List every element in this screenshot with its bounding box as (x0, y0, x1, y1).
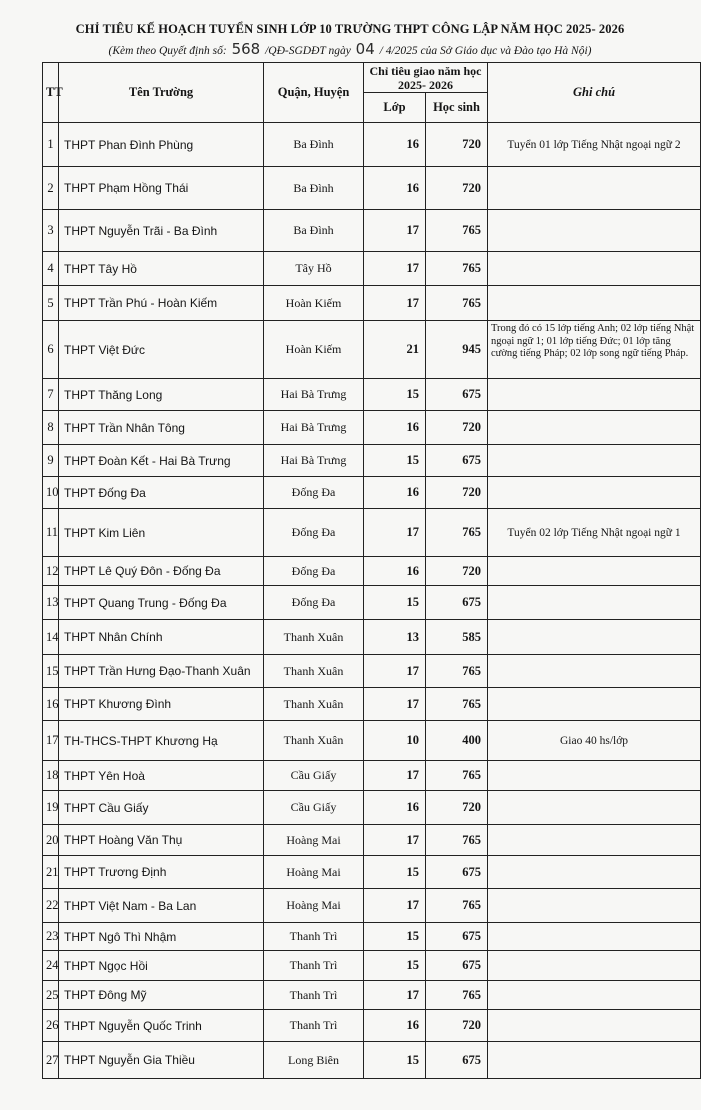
district-name: Thanh Trì (264, 981, 364, 1010)
student-count: 585 (426, 620, 488, 655)
class-count: 17 (364, 688, 426, 721)
header-district: Quận, Huyện (264, 63, 364, 123)
row-number: 13 (43, 586, 59, 620)
school-name: THPT Trần Hưng Đạo-Thanh Xuân (59, 655, 264, 688)
district-name: Hai Bà Trưng (264, 411, 364, 445)
row-note (488, 445, 701, 477)
row-note (488, 167, 701, 210)
district-name: Thanh Trì (264, 923, 364, 951)
school-name: THPT Nguyễn Gia Thiều (59, 1042, 264, 1079)
class-count: 10 (364, 721, 426, 761)
row-number: 20 (43, 825, 59, 856)
class-count: 16 (364, 411, 426, 445)
table-row (43, 586, 701, 620)
student-count: 945 (426, 321, 488, 379)
table-row (43, 445, 701, 477)
school-name: THPT Đông Mỹ (59, 981, 264, 1010)
table-row (43, 620, 701, 655)
class-count: 17 (364, 761, 426, 791)
class-count: 17 (364, 210, 426, 252)
row-note (488, 981, 701, 1010)
row-note (488, 655, 701, 688)
table-row (43, 379, 701, 411)
table-row (43, 791, 701, 825)
district-name: Hai Bà Trưng (264, 379, 364, 411)
district-name: Thanh Xuân (264, 655, 364, 688)
table-row (43, 477, 701, 509)
school-name: THPT Quang Trung - Đống Đa (59, 586, 264, 620)
district-name: Hai Bà Trưng (264, 445, 364, 477)
school-name: THPT Thăng Long (59, 379, 264, 411)
row-number: 2 (43, 167, 59, 210)
row-note (488, 923, 701, 951)
table-row (43, 761, 701, 791)
class-count: 16 (364, 791, 426, 825)
school-name: THPT Ngô Thì Nhậm (59, 923, 264, 951)
student-count: 675 (426, 445, 488, 477)
district-name: Thanh Xuân (264, 688, 364, 721)
school-name: THPT Ngọc Hồi (59, 951, 264, 981)
student-count: 720 (426, 167, 488, 210)
student-count: 675 (426, 856, 488, 889)
table-row (43, 123, 701, 167)
table-row (43, 981, 701, 1010)
class-count: 15 (364, 923, 426, 951)
table-row (43, 1042, 701, 1079)
school-name: THPT Nguyễn Trãi - Ba Đình (59, 210, 264, 252)
table-row (43, 688, 701, 721)
row-note (488, 411, 701, 445)
district-name: Long Biên (264, 1042, 364, 1079)
header-classes: Lớp (364, 93, 426, 123)
row-note (488, 252, 701, 286)
school-name: THPT Trần Phú - Hoàn Kiếm (59, 286, 264, 321)
row-number: 10 (43, 477, 59, 509)
decision-number: 568 (231, 40, 261, 58)
row-number: 22 (43, 889, 59, 923)
subtitle-part-c: / 4/2025 của Sở Giáo dục và Đào tạo Hà Nội) (379, 45, 592, 57)
class-count: 17 (364, 825, 426, 856)
school-name: THPT Lê Quý Đôn - Đống Đa (59, 557, 264, 586)
student-count: 765 (426, 825, 488, 856)
row-number: 15 (43, 655, 59, 688)
district-name: Đống Đa (264, 477, 364, 509)
table-row (43, 889, 701, 923)
header-tt: TT (43, 63, 59, 123)
document-subtitle (0, 40, 700, 58)
row-number: 19 (43, 791, 59, 825)
row-note (488, 761, 701, 791)
class-count: 16 (364, 557, 426, 586)
row-note: Tuyển 02 lớp Tiếng Nhật ngoại ngữ 1 (488, 509, 701, 557)
class-count: 15 (364, 586, 426, 620)
table-row (43, 721, 701, 761)
table-row (43, 856, 701, 889)
table-row (43, 321, 701, 379)
district-name: Thanh Trì (264, 1010, 364, 1042)
class-count: 17 (364, 981, 426, 1010)
district-name: Ba Đình (264, 210, 364, 252)
student-count: 765 (426, 252, 488, 286)
row-number: 4 (43, 252, 59, 286)
row-number: 16 (43, 688, 59, 721)
row-number: 1 (43, 123, 59, 167)
student-count: 720 (426, 791, 488, 825)
table-row (43, 509, 701, 557)
row-number: 25 (43, 981, 59, 1010)
row-note (488, 210, 701, 252)
school-name: THPT Việt Nam - Ba Lan (59, 889, 264, 923)
district-name: Tây Hồ (264, 252, 364, 286)
district-name: Ba Đình (264, 167, 364, 210)
row-note (488, 889, 701, 923)
class-count: 17 (364, 655, 426, 688)
district-name: Cầu Giấy (264, 761, 364, 791)
table-row (43, 252, 701, 286)
table-row (43, 951, 701, 981)
school-name: THPT Hoàng Văn Thụ (59, 825, 264, 856)
row-number: 8 (43, 411, 59, 445)
class-count: 17 (364, 286, 426, 321)
table-row (43, 655, 701, 688)
student-count: 675 (426, 923, 488, 951)
table-row (43, 1010, 701, 1042)
row-note (488, 856, 701, 889)
row-number: 23 (43, 923, 59, 951)
row-note (488, 688, 701, 721)
decision-day: 04 (355, 40, 375, 58)
row-note (488, 586, 701, 620)
row-note (488, 557, 701, 586)
row-note (488, 286, 701, 321)
row-number: 6 (43, 321, 59, 379)
class-count: 13 (364, 620, 426, 655)
district-name: Đống Đa (264, 509, 364, 557)
class-count: 15 (364, 445, 426, 477)
row-note (488, 951, 701, 981)
class-count: 17 (364, 252, 426, 286)
class-count: 21 (364, 321, 426, 379)
row-number: 27 (43, 1042, 59, 1079)
row-note (488, 825, 701, 856)
student-count: 720 (426, 123, 488, 167)
district-name: Hoàn Kiếm (264, 286, 364, 321)
row-number: 7 (43, 379, 59, 411)
class-count: 17 (364, 509, 426, 557)
student-count: 765 (426, 210, 488, 252)
student-count: 765 (426, 509, 488, 557)
class-count: 17 (364, 889, 426, 923)
student-count: 720 (426, 1010, 488, 1042)
school-name: TH-THCS-THPT Khương Hạ (59, 721, 264, 761)
student-count: 720 (426, 557, 488, 586)
document-title: CHỈ TIÊU KẾ HOẠCH TUYỂN SINH LỚP 10 TRƯỜNG THPT CÔNG LẬP NĂM HỌC 2025- 2026 (75, 22, 625, 36)
row-number: 24 (43, 951, 59, 981)
row-note: Tuyển 01 lớp Tiếng Nhật ngoại ngữ 2 (488, 123, 701, 167)
school-name: THPT Phan Đình Phùng (59, 123, 264, 167)
school-name: THPT Cầu Giấy (59, 791, 264, 825)
student-count: 765 (426, 981, 488, 1010)
row-number: 14 (43, 620, 59, 655)
district-name: Đống Đa (264, 557, 364, 586)
student-count: 720 (426, 477, 488, 509)
table-row (43, 557, 701, 586)
student-count: 765 (426, 688, 488, 721)
row-note (488, 620, 701, 655)
district-name: Hoàng Mai (264, 856, 364, 889)
row-number: 12 (43, 557, 59, 586)
district-name: Cầu Giấy (264, 791, 364, 825)
school-name: THPT Phạm Hồng Thái (59, 167, 264, 210)
table-row (43, 167, 701, 210)
row-number: 5 (43, 286, 59, 321)
district-name: Thanh Xuân (264, 721, 364, 761)
class-count: 15 (364, 856, 426, 889)
student-count: 675 (426, 951, 488, 981)
school-name: THPT Trương Định (59, 856, 264, 889)
class-count: 15 (364, 379, 426, 411)
school-name: THPT Khương Đình (59, 688, 264, 721)
student-count: 675 (426, 1042, 488, 1079)
class-count: 15 (364, 1042, 426, 1079)
row-note: Giao 40 hs/lớp (488, 721, 701, 761)
row-number: 9 (43, 445, 59, 477)
table-body (43, 123, 701, 1079)
header-quota: Chỉ tiêu giao năm học 2025- 2026 (364, 63, 488, 93)
row-note (488, 1042, 701, 1079)
student-count: 675 (426, 586, 488, 620)
school-name: THPT Trần Nhân Tông (59, 411, 264, 445)
district-name: Hoàng Mai (264, 889, 364, 923)
row-number: 26 (43, 1010, 59, 1042)
header-school: Tên Trường (59, 63, 264, 123)
table-row (43, 411, 701, 445)
row-number: 21 (43, 856, 59, 889)
student-count: 720 (426, 411, 488, 445)
table-row (43, 286, 701, 321)
school-name: THPT Yên Hoà (59, 761, 264, 791)
school-name: THPT Kim Liên (59, 509, 264, 557)
row-note (488, 791, 701, 825)
school-name: THPT Nguyễn Quốc Trinh (59, 1010, 264, 1042)
district-name: Hoàng Mai (264, 825, 364, 856)
table-row (43, 210, 701, 252)
district-name: Hoàn Kiếm (264, 321, 364, 379)
school-name: THPT Tây Hồ (59, 252, 264, 286)
header-students: Học sinh (426, 93, 488, 123)
row-number: 11 (43, 509, 59, 557)
district-name: Đống Đa (264, 586, 364, 620)
student-count: 765 (426, 889, 488, 923)
class-count: 16 (364, 167, 426, 210)
school-name: THPT Đoàn Kết - Hai Bà Trưng (59, 445, 264, 477)
row-number: 18 (43, 761, 59, 791)
header-note: Ghi chú (488, 63, 701, 123)
subtitle-part-a: (Kèm theo Quyết định số: (108, 45, 227, 57)
student-count: 765 (426, 761, 488, 791)
row-number: 3 (43, 210, 59, 252)
class-count: 16 (364, 477, 426, 509)
student-count: 675 (426, 379, 488, 411)
district-name: Thanh Trì (264, 951, 364, 981)
row-note (488, 1010, 701, 1042)
table-row (43, 923, 701, 951)
quota-table (42, 62, 701, 1079)
class-count: 15 (364, 951, 426, 981)
student-count: 765 (426, 286, 488, 321)
school-name: THPT Nhân Chính (59, 620, 264, 655)
student-count: 400 (426, 721, 488, 761)
district-name: Ba Đình (264, 123, 364, 167)
subtitle-part-b: /QĐ-SGDĐT ngày (265, 45, 351, 57)
table-row (43, 825, 701, 856)
district-name: Thanh Xuân (264, 620, 364, 655)
row-number: 17 (43, 721, 59, 761)
school-name: THPT Việt Đức (59, 321, 264, 379)
school-name: THPT Đống Đa (59, 477, 264, 509)
student-count: 765 (426, 655, 488, 688)
row-note: Trong đó có 15 lớp tiếng Anh; 02 lớp tiếng Nhật ngoại ngữ 1; 01 lớp tiếng Đức; 01 lớp tăng cường tiếng Pháp; 02 lớp song ngữ tiếng Pháp. (488, 321, 701, 379)
row-note (488, 477, 701, 509)
class-count: 16 (364, 123, 426, 167)
class-count: 16 (364, 1010, 426, 1042)
row-note (488, 379, 701, 411)
